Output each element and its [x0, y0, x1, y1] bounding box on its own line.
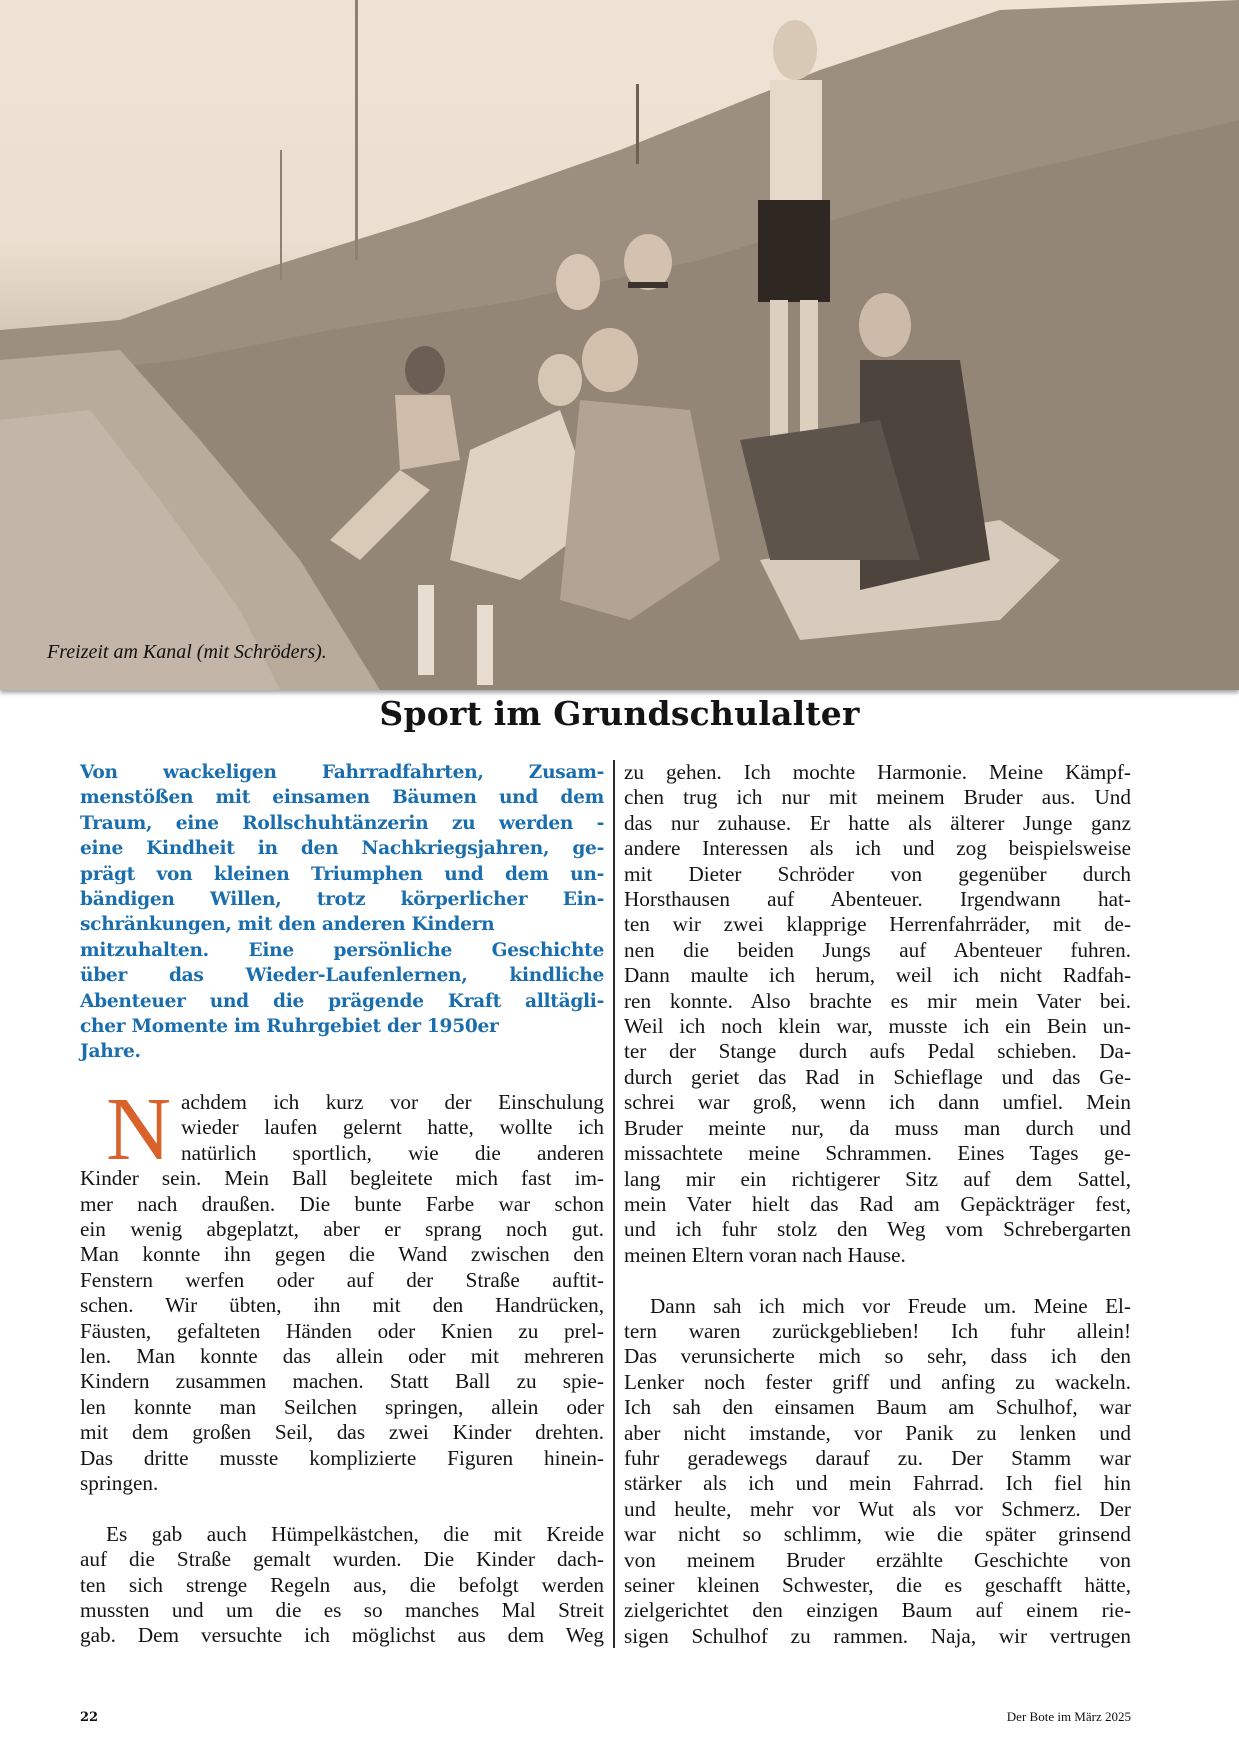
paragraph: [624, 1294, 1131, 1650]
lead-line: eine Kindheit in den Nachkriegsjahren, ge-: [80, 838, 604, 860]
pole: [355, 0, 358, 260]
text-line: zielgerichtet den einzigen Baum auf einem rie-: [624, 1598, 1131, 1623]
text-line: Dann maulte ich herum, weil ich nicht Radfah-: [624, 963, 1131, 988]
lead-line: über das Wieder-Laufenlernen, kindliche: [80, 965, 604, 987]
text-line: ten wir zwei klapprige Herrenfahrräder, mit de-: [624, 912, 1131, 937]
text-line: andere Interessen als ich und zog beispielsweise: [624, 836, 1131, 861]
text-line: Bruder meinte nur, da muss man durch und: [624, 1115, 1131, 1140]
article-title: Sport im Grundschulalter: [379, 694, 860, 733]
text-line: chen trug ich nur mit meinem Bruder aus. Und: [624, 785, 1131, 810]
photo-illustration: [0, 0, 1239, 690]
text-line: seiner kleinen Schwester, die es geschafft hätte,: [624, 1572, 1131, 1597]
text-line: von meinem Bruder erzählte Geschichte von: [624, 1547, 1131, 1572]
text-line: len. Man konnte das allein oder mit mehreren: [80, 1343, 604, 1368]
paragraph: [80, 1079, 604, 1497]
text-line: schrei war groß, wenn ich dann umfiel. Mein: [624, 1090, 1131, 1115]
text-line: ten sich strenge Regeln aus, die befolgt werden: [80, 1572, 604, 1597]
text-line: mer nach draußen. Die bunte Farbe war schon: [80, 1191, 604, 1216]
column-divider: [613, 760, 615, 1648]
text-line: schen. Wir übten, ihn mit den Handrücken,: [80, 1293, 604, 1318]
bottle: [418, 585, 434, 675]
text-line: stärker als ich und mein Fahrrad. Ich fiel hin: [624, 1471, 1131, 1496]
text-line: meinen Eltern voran nach Hause.: [624, 1242, 906, 1267]
text-line: springen.: [80, 1470, 159, 1495]
text-line: und ich fuhr stolz den Weg vom Schrebergarten: [624, 1217, 1131, 1242]
article-lead: [80, 760, 604, 1065]
text-line: mit Dieter Schröder von gegenüber durch: [624, 861, 1131, 886]
text-line: auf die Straße gemalt wurden. Die Kinder dach-: [80, 1547, 604, 1572]
lead-line: Jahre.: [80, 1041, 141, 1063]
paragraph: [624, 760, 1131, 1268]
text-line: durch geriet das Rad in Schieflage und das Ge-: [624, 1064, 1131, 1089]
right-column: [624, 760, 1131, 1649]
lead-line: prägt von kleinen Triumphen und dem un-: [80, 863, 604, 885]
photo-caption: Freizeit am Kanal (mit Schröders).: [47, 641, 327, 663]
text-line: Weil ich noch klein war, musste ich ein Bein un-: [624, 1014, 1131, 1039]
text-line: Fäusten, gefalteten Händen oder Knien zu prel-: [80, 1318, 604, 1343]
lead-line: Abenteuer und die prägende Kraft alltägli-: [80, 990, 604, 1012]
drop-cap: N: [106, 1079, 171, 1179]
text-line: lang mir ein richtigerer Sitz auf dem Sattel,: [624, 1166, 1131, 1191]
shorts: [758, 200, 830, 302]
text-line: Kindern zusammen machen. Statt Ball zu spie-: [80, 1369, 604, 1394]
paragraph: [80, 1522, 604, 1649]
lead-line: cher Momente im Ruhrgebiet der 1950er: [80, 1016, 499, 1038]
text-line: mit dem großen Seil, das zwei Kinder drehten.: [80, 1420, 604, 1445]
text-line: ter der Stange durch aufs Pedal schieben. Da-: [624, 1039, 1131, 1064]
lead-line: Von wackeligen Fahrradfahrten, Zusam-: [80, 762, 604, 783]
text-line: sigen Schulhof zu rammen. Naja, wir vertrugen: [624, 1623, 1131, 1648]
text-line: aber nicht imstande, vor Panik zu lenken und: [624, 1420, 1131, 1445]
text-line: nen die beiden Jungs auf Abenteuer fuhren.: [624, 937, 1131, 962]
text-line: mussten und um die es so manches Mal Streit: [80, 1597, 604, 1622]
text-line: das nur zuhause. Er hatte als älterer Junge ganz: [624, 810, 1131, 835]
page-number: 22: [80, 1710, 99, 1725]
lead-line: menstößen mit einsamen Bäumen und dem: [80, 787, 604, 809]
text-line: Kinder sein. Mein Ball begleitete mich fast im-: [80, 1166, 604, 1191]
text-line: mein Vater hielt das Rad am Gepäckträger fest,: [624, 1191, 1131, 1216]
text-line: natürlich sportlich, wie die anderen: [181, 1140, 604, 1165]
lead-line: mitzuhalten. Eine persönliche Geschichte: [80, 939, 604, 961]
text-line: Es gab auch Hümpelkästchen, die mit Kreide: [106, 1521, 604, 1546]
text-line: fuhr geradewegs darauf zu. Der Stamm war: [624, 1445, 1131, 1470]
left-column: [80, 760, 604, 1649]
publication-footer: Der Bote im März 2025: [1006, 1709, 1131, 1724]
text-line: gab. Dem versuchte ich möglichst aus dem Weg: [80, 1623, 604, 1648]
text-line: Lenker noch fester griff und anfing zu wackeln.: [624, 1369, 1131, 1394]
text-line: Man konnte ihn gegen die Wand zwischen den: [80, 1242, 604, 1267]
text-line: Horsthausen auf Abenteuer. Irgendwann hat-: [624, 887, 1131, 912]
text-line: zu gehen. Ich mochte Harmonie. Meine Kämpf-: [624, 760, 1131, 784]
header-photo: [0, 0, 1239, 690]
text-line: missachtete meine Schrammen. Eines Tages ge-: [624, 1141, 1131, 1166]
text-line: wieder laufen gelernt hatte, wollte ich: [181, 1115, 604, 1140]
text-line: Fenstern werfen oder auf der Straße auftit-: [80, 1267, 604, 1292]
text-line: ren konnte. Also brachte es mir mein Vater bei.: [624, 988, 1131, 1013]
text-line: Das verunsicherte mich so sehr, dass ich den: [624, 1344, 1131, 1369]
text-line: achdem ich kurz vor der Einschulung: [181, 1089, 604, 1114]
text-line: und heulte, mehr vor Wut als vor Schmerz. Der: [624, 1496, 1131, 1521]
text-line: len konnte man Seilchen springen, allein oder: [80, 1394, 604, 1419]
text-line: ein wenig abgeplatzt, aber er sprang noch gut.: [80, 1216, 604, 1241]
text-line: tern waren zurückgeblieben! Ich fuhr allein!: [624, 1318, 1131, 1343]
lead-line: schränkungen, mit den anderen Kindern: [80, 914, 495, 936]
text-line: Ich sah den einsamen Baum am Schulhof, war: [624, 1395, 1131, 1420]
lead-line: Traum, eine Rollschuhtänzerin zu werden -: [80, 812, 604, 834]
text-line: Dann sah ich mich vor Freude um. Meine El-: [650, 1293, 1131, 1318]
lead-line: bändigen Willen, trotz körperlicher Ein-: [80, 889, 604, 911]
text-line: war nicht so schlimm, wie die später grinsend: [624, 1522, 1131, 1547]
text-line: Das dritte musste komplizierte Figuren hinein-: [80, 1445, 604, 1470]
